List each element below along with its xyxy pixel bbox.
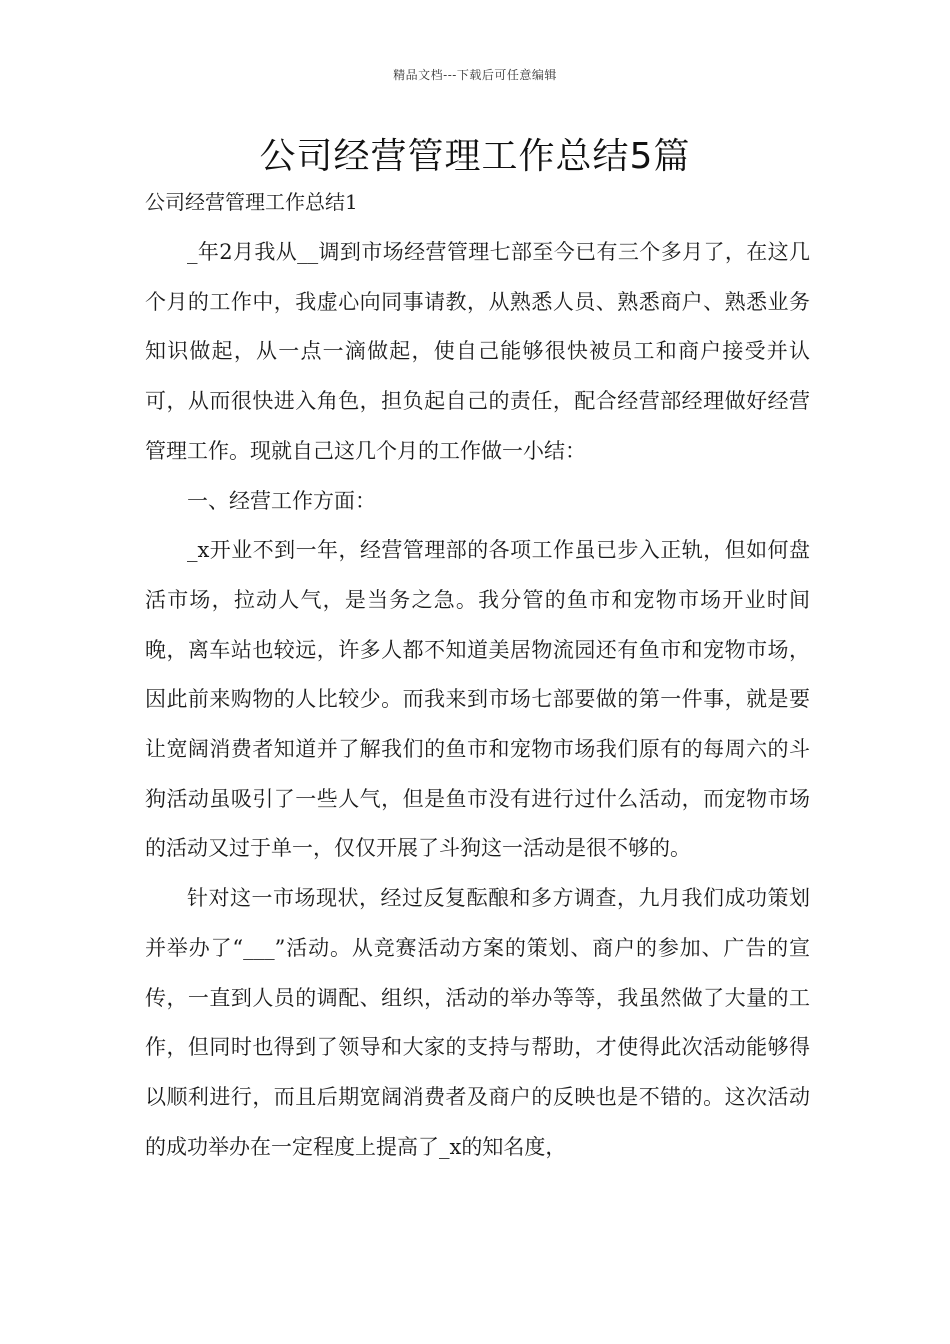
paragraph-subheading-operations: 一、经营工作方面： xyxy=(187,488,376,513)
document-title: 公司经营管理工作总结5篇 xyxy=(259,136,691,177)
section-heading: 公司经营管理工作总结1 xyxy=(145,190,358,214)
document-body xyxy=(145,228,810,1172)
page-header-watermark: 精品文档---下载后可任意编辑 xyxy=(393,68,557,82)
paragraph-intro: _年2月我从__调到市场经营管理七部至今已有三个多月了，在这几个月的工作中，我虚心向同事请教，从熟悉人员、熟悉商户、熟悉业务知识做起，从一点一滴做起，使自己能够很快被员工和商户接受并认可，从而很快进入角色，担负起自己的责任，配合经营部经理做好经营管理工作。现就自己这几个月的工作做一小结： xyxy=(145,240,810,463)
paragraph-market-situation: _x开业不到一年，经营管理部的各项工作虽已步入正轨，但如何盘活市场，拉动人气，是当务之急。我分管的鱼市和宠物市场开业时间晚，离车站也较远，许多人都不知道美居物流园还有鱼市和宠物市场，因此前来购物的人比较少。而我来到市场七部要做的第一件事，就是要让宽阔消费者知道并了解我们的鱼市和宠物市场我们原有的每周六的斗狗活动虽吸引了一些人气，但是鱼市没有进行过什么活动，而宠物市场的活动又过于单一，仅仅开展了斗狗这一活动是很不够的。 xyxy=(145,538,810,861)
paragraph-event-planning: 针对这一市场现状，经过反复酝酿和多方调查，九月我们成功策划并举办了“___”活动。从竞赛活动方案的策划、商户的参加、广告的宣传，一直到人员的调配、组织，活动的举办等等，我虽然做了大量的工作，但同时也得到了领导和大家的支持与帮助，才使得此次活动能够得以顺利进行，而且后期宽阔消费者及商户的反映也是不错的。这次活动的成功举办在一定程度上提高了_x的知名度， xyxy=(145,886,810,1159)
